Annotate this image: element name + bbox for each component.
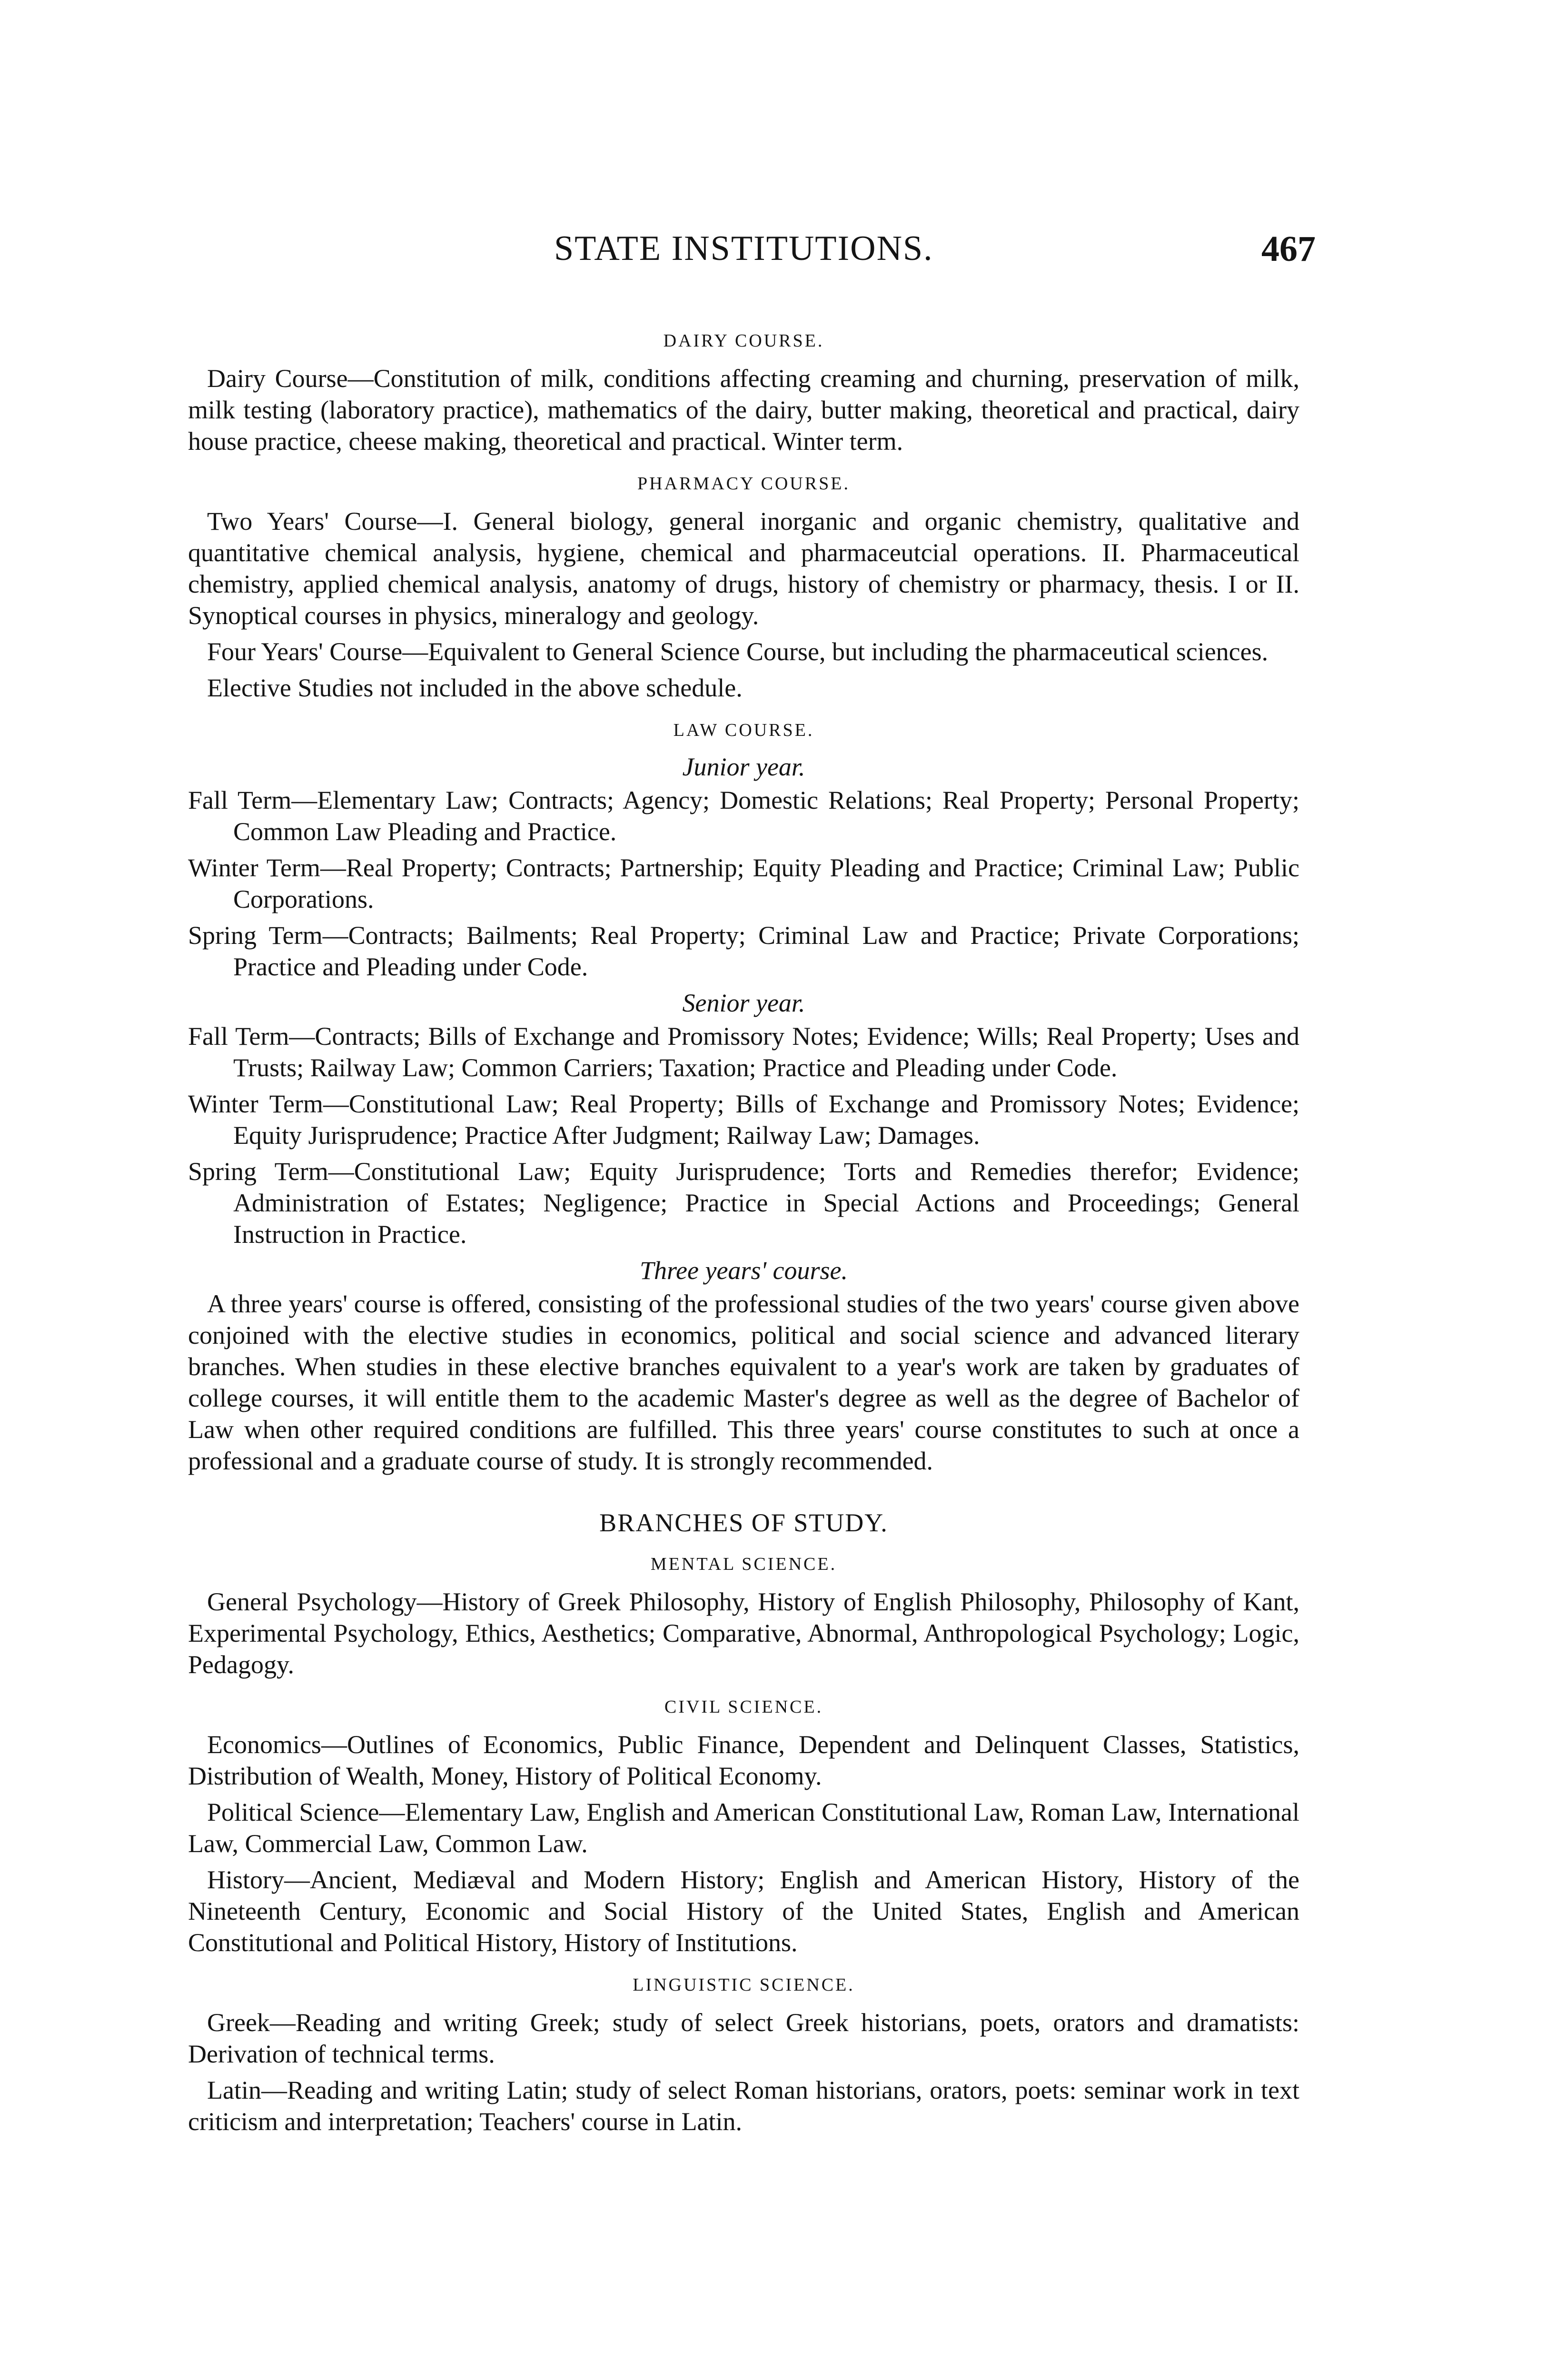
three-years-paragraph: A three years' course is offered, consisting of the professional studies of the two years' course given above conjoined with the elective studies in economics, political and social science and advanced literary branches. When studies in these elective branches equivalent to a year's work are taken by graduates of college courses, it will entitle them to the academic Master's degree as well as the degree of Bachelor of Law when other required conditions are fulfilled. This three years' course constitutes to such at once a professional and a graduate course of study. It is strongly recommended. xyxy=(188,1289,1299,1475)
junior-year-heading: Junior year. xyxy=(682,753,805,781)
general-psychology-paragraph: General Psychology—History of Greek Philosophy, History of English Philosophy, Philosophy of Kant, Experimental Psychology, Ethics, Aesthetics; Comparative, Abnormal, Anthropological Psychology; Logic, Pedagogy. xyxy=(188,1587,1299,1679)
junior-fall-term: Fall Term—Elementary Law; Contracts; Agency; Domestic Relations; Real Property; Personal Property; Common Law Pleading and Practice. xyxy=(188,786,1299,846)
linguistic-science-heading: LINGUISTIC SCIENCE. xyxy=(633,1975,855,1995)
mental-science-heading: MENTAL SCIENCE. xyxy=(650,1554,837,1574)
dairy-course-paragraph: Dairy Course—Constitution of milk, conditions affecting creaming and churning, preservation of milk, milk testing (laboratory practice), mathematics of the dairy, butter making, theoretical and practical, dairy house practice, cheese making, theoretical and practical. Winter term. xyxy=(188,364,1299,456)
pharmacy-elective-paragraph: Elective Studies not included in the above schedule. xyxy=(207,674,743,702)
law-heading: LAW COURSE. xyxy=(673,720,814,740)
economics-paragraph: Economics—Outlines of Economics, Public Finance, Dependent and Delinquent Classes, Statistics, Distribution of Wealth, Money, History of Political Economy. xyxy=(188,1730,1299,1790)
senior-spring-term: Spring Term—Constitutional Law; Equity Jurisprudence; Torts and Remedies therefor; Evidence; Administration of Estates; Negligence; Practice in Special Actions and Proceedings; General Instruction in Practice. xyxy=(188,1157,1299,1249)
senior-fall-term: Fall Term—Contracts; Bills of Exchange and Promissory Notes; Evidence; Wills; Real Property; Uses and Trusts; Railway Law; Common Carriers; Taxation; Practice and Pleading under Code. xyxy=(188,1022,1299,1082)
civil-science-heading: CIVIL SCIENCE. xyxy=(664,1697,823,1717)
branches-section xyxy=(188,1508,1299,2137)
political-science-paragraph: Political Science—Elementary Law, English and American Constitutional Law, Roman Law, International Law, Commercial Law, Common Law. xyxy=(188,1798,1299,1858)
pharmacy-section xyxy=(188,473,1299,704)
branches-heading: BRANCHES OF STUDY. xyxy=(599,1508,888,1537)
pharmacy-heading: PHARMACY COURSE. xyxy=(637,474,850,494)
senior-winter-term: Winter Term—Constitutional Law; Real Property; Bills of Exchange and Promissory Notes; Evidence; Equity Jurisprudence; Practice After Judgment; Railway Law; Damages. xyxy=(188,1090,1299,1150)
pharmacy-two-years-paragraph: Two Years' Course—I. General biology, general inorganic and organic chemistry, qualitative and quantitative chemical analysis, hygiene, chemical and pharmaceutcial operations. II. Pharmaceutical chemistry, applied chemical analysis, anatomy of drugs, history of chemistry or pharmacy, thesis. I or II. Synoptical courses in physics, mineralogy and geology. xyxy=(188,507,1299,630)
law-section xyxy=(188,720,1299,1477)
page-body xyxy=(188,314,1299,2142)
page-number: 467 xyxy=(1261,229,1316,269)
latin-paragraph: Latin—Reading and writing Latin; study of select Roman historians, orators, poets: seminar work in text criticism and interpretation; Teachers' course in Latin. xyxy=(188,2076,1299,2136)
header-title: STATE INSTITUTIONS. xyxy=(554,229,933,268)
history-paragraph: History—Ancient, Mediæval and Modern History; English and American History, History of the Nineteenth Century, Economic and Social History of the United States, English and American Constitutional and Political History, History of Institutions. xyxy=(188,1865,1299,1957)
greek-paragraph: Greek—Reading and writing Greek; study of select Greek historians, poets, orators and dramatists: Derivation of technical terms. xyxy=(188,2008,1299,2068)
senior-year-heading: Senior year. xyxy=(682,989,805,1017)
dairy-heading: DAIRY COURSE. xyxy=(663,331,824,351)
junior-spring-term: Spring Term—Contracts; Bailments; Real Property; Criminal Law and Practice; Private Corporations; Practice and Pleading under Code. xyxy=(188,921,1299,981)
three-years-heading: Three years' course. xyxy=(640,1256,848,1285)
dairy-section xyxy=(188,330,1299,457)
running-header xyxy=(0,228,1546,281)
pharmacy-four-years-paragraph: Four Years' Course—Equivalent to General Science Course, but including the pharmaceutical sciences. xyxy=(207,637,1269,666)
junior-winter-term: Winter Term—Real Property; Contracts; Partnership; Equity Pleading and Practice; Criminal Law; Public Corporations. xyxy=(188,853,1299,913)
